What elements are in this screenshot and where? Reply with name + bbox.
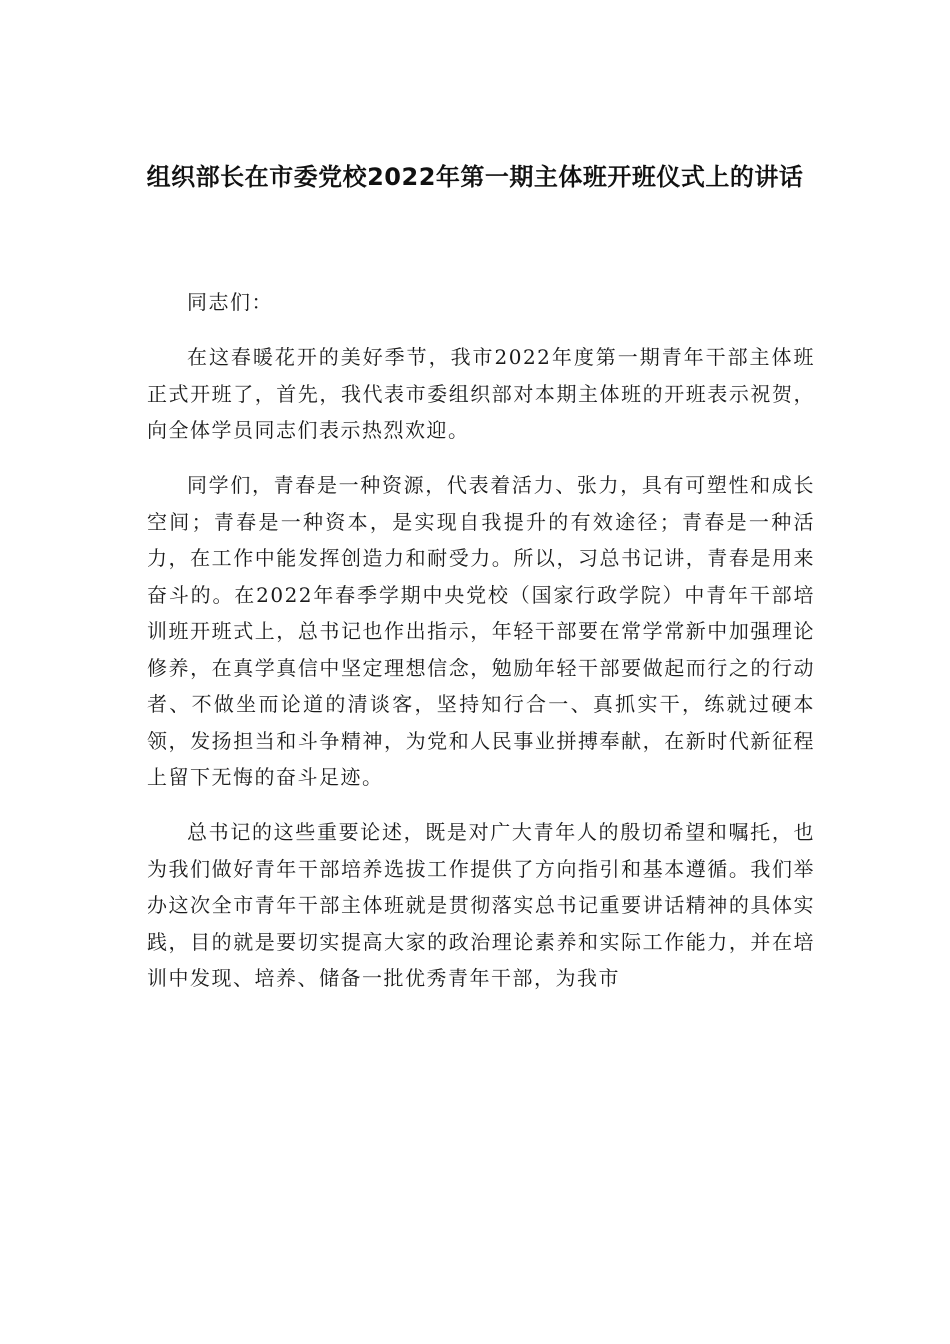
paragraph-youth: 同学们，青春是一种资源，代表着活力、张力，具有可塑性和成长空间；青春是一种资本，是实现自我提升的有效途径；青春是一种活力，在工作中能发挥创造力和耐受力。所以，习总书记讲，青春是用来奋斗的。在2022年春季学期中央党校（国家行政学院）中青年干部培训班开班式上，总书记也作出指示，年轻干部要在常学常新中加强理论修养，在真学真信中坚定理想信念，勉励年轻干部要做起而行之的行动者、不做坐而论道的清谈客，坚持知行合一、真抓实干，练就过硬本领，发扬担当和斗争精神，为党和人民事业拼搏奉献，在新时代新征程上留下无悔的奋斗足迹。	[147, 473, 815, 789]
document-title: 组织部长在市委党校2022年第一期主体班开班仪式上的讲话	[146, 163, 804, 191]
paragraph-significance: 总书记的这些重要论述，既是对广大青年人的殷切希望和嘱托，也为我们做好青年干部培养选拔工作提供了方向指引和基本遵循。我们举办这次全市青年干部主体班就是贯彻落实总书记重要讲话精神的具体实践，目的就是要切实提高大家的政治理论素养和实际工作能力，并在培训中发现、培养、储备一批优秀青年干部，为我市	[147, 820, 815, 990]
document-body	[147, 284, 815, 1015]
salutation: 同志们：	[187, 290, 273, 314]
paragraph-opening: 在这春暖花开的美好季节，我市2022年度第一期青年干部主体班正式开班了，首先，我代表市委组织部对本期主体班的开班表示祝贺，向全体学员同志们表示热烈欢迎。	[147, 345, 815, 442]
